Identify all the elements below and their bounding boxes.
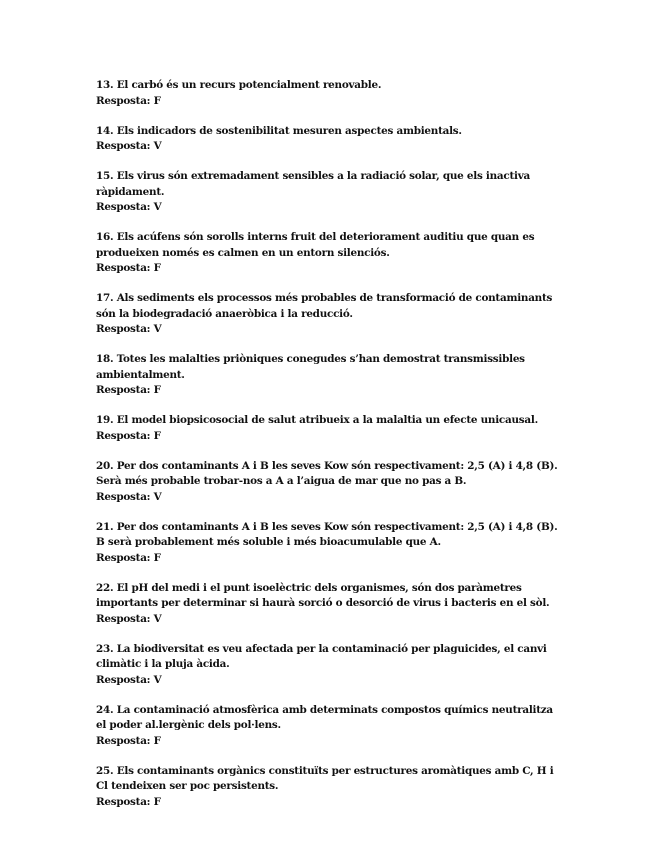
- document-page: [96, 78, 561, 825]
- question-25: [96, 764, 561, 811]
- question-14: [96, 124, 561, 155]
- answer-label: Resposta: V: [96, 323, 162, 335]
- question-21: [96, 520, 561, 567]
- question-number: 15.: [96, 170, 114, 182]
- question-19: [96, 413, 561, 444]
- question-13: [96, 78, 561, 109]
- question-statement: La biodiversitat es veu afectada per la contaminació per plaguicides, el canvi climàtic i la pluja àcida.: [96, 642, 547, 670]
- question-statement: Els virus són extremadament sensibles a la radiació solar, que els inactiva ràpidament.: [96, 170, 531, 198]
- answer-label: Resposta: F: [96, 429, 161, 442]
- question-text: [96, 703, 561, 734]
- question-statement: Per dos contaminants A i B les seves Kow són respectivament: 2,5 (A) i 4,8 (B). B serà probablement més soluble i més bioacumulable que A.: [96, 520, 558, 548]
- question-text: [96, 520, 561, 551]
- question-number: 25.: [96, 764, 114, 777]
- answer-label: Resposta: V: [96, 673, 162, 686]
- question-text: [96, 581, 561, 612]
- question-text: [96, 642, 561, 673]
- question-text: [96, 459, 561, 490]
- question-statement: La contaminació atmosfèrica amb determinats compostos químics neutralitza el poder al.lergènic dels pol·lens.: [96, 703, 553, 731]
- question-statement: Als sediments els processos més probables de transformació de contaminants són la biodegradació anaeròbica i la reducció.: [96, 292, 553, 320]
- question-text: [96, 78, 561, 94]
- question-text: [96, 352, 561, 383]
- question-number: 22.: [96, 581, 114, 594]
- question-statement: El pH del medi i el punt isoelèctric dels organismes, són dos paràmetres importants per determinar si haurà sorció o desorció de virus i bacteris en el sòl.: [96, 581, 550, 609]
- question-number: 17.: [96, 292, 114, 304]
- question-20: [96, 459, 561, 506]
- question-statement: Per dos contaminants A i B les seves Kow són respectivament: 2,5 (A) i 4,8 (B). Serà més probable trobar-nos a A a l’aigua de mar que no pas a B.: [96, 459, 558, 487]
- question-text: [96, 413, 561, 429]
- answer-label: Resposta: F: [96, 795, 161, 808]
- answer-label: Resposta: V: [96, 612, 162, 625]
- question-number: 21.: [96, 520, 114, 533]
- question-statement: Els contaminants orgànics constituïts per estructures aromàtiques amb C, H i Cl tendeixen ser poc persistents.: [96, 764, 554, 792]
- answer-label: Resposta: F: [96, 551, 161, 564]
- answer-label: Resposta: V: [96, 490, 162, 503]
- answer-label: Resposta: F: [96, 734, 161, 747]
- question-statement: El model biopsicosocial de salut atribueix a la malaltia un efecte unicausal.: [116, 414, 538, 426]
- answer-label: Resposta: F: [96, 384, 161, 396]
- answer-label: Resposta: V: [96, 140, 162, 152]
- question-text: [96, 230, 561, 261]
- question-statement: Els acúfens són sorolls interns fruit del deteriorament auditiu que quan es produeixen només es calmen en un entorn silenciós.: [96, 231, 535, 259]
- question-number: 24.: [96, 703, 114, 716]
- answer-label: Resposta: F: [96, 94, 161, 107]
- question-24: [96, 703, 561, 750]
- question-statement: El carbó és un recurs potencialment renovable.: [116, 79, 382, 91]
- question-18: [96, 352, 561, 399]
- question-17: [96, 291, 561, 338]
- question-statement: Totes les malalties priòniques conegudes s’han demostrat transmissibles ambientalment.: [96, 353, 525, 381]
- question-16: [96, 230, 561, 277]
- question-text: [96, 169, 561, 200]
- question-number: 14.: [96, 124, 114, 137]
- question-statement: Els indicadors de sostenibilitat mesuren aspectes ambientals.: [116, 124, 462, 137]
- question-number: 19.: [96, 414, 114, 426]
- question-22: [96, 581, 561, 628]
- question-15: [96, 169, 561, 216]
- question-number: 20.: [96, 459, 114, 472]
- question-text: [96, 291, 561, 322]
- question-number: 18.: [96, 353, 114, 365]
- question-text: [96, 764, 561, 795]
- answer-label: Resposta: V: [96, 201, 162, 213]
- question-number: 23.: [96, 642, 114, 655]
- question-number: 16.: [96, 231, 114, 243]
- question-number: 13.: [96, 79, 114, 91]
- question-text: [96, 124, 561, 140]
- answer-label: Resposta: F: [96, 262, 161, 274]
- question-23: [96, 642, 561, 689]
